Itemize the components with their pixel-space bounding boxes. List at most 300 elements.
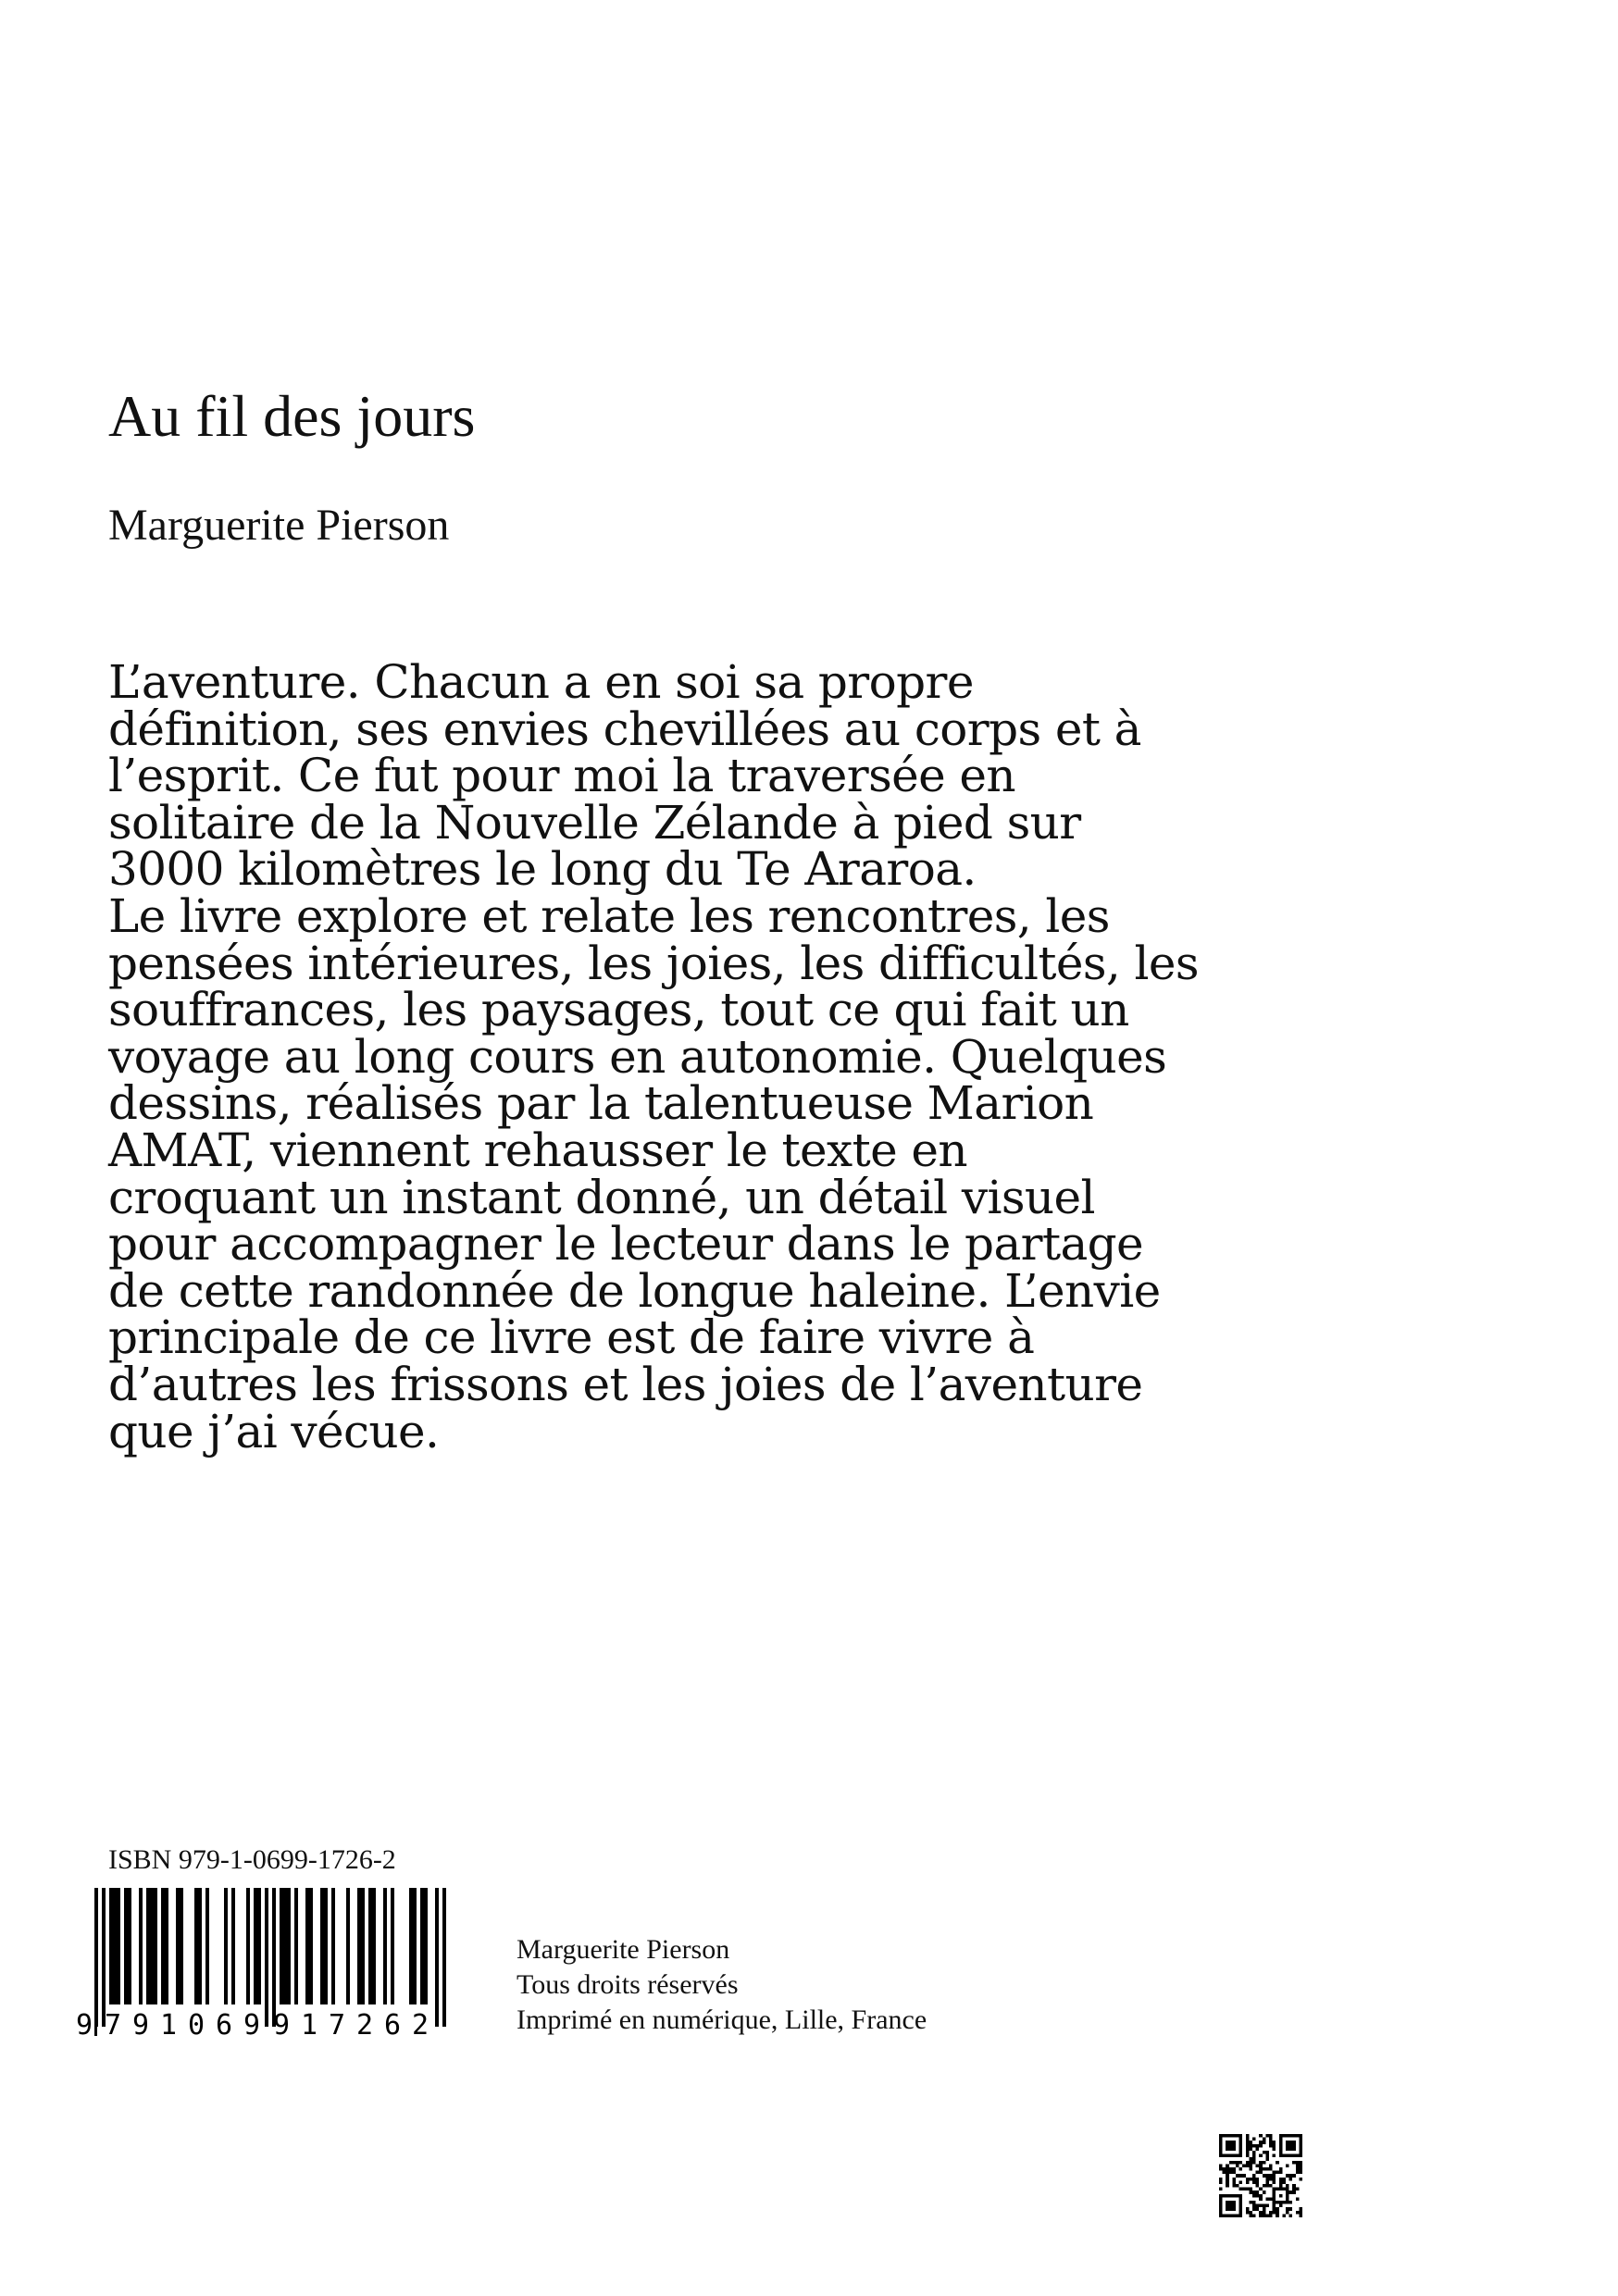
qr-module — [1223, 2214, 1226, 2217]
qr-module — [1279, 2188, 1283, 2191]
qr-module — [1232, 2178, 1236, 2181]
qr-module — [1292, 2191, 1296, 2194]
barcode-digit-prefix: 9 — [76, 2009, 93, 2036]
qr-module — [1256, 2144, 1260, 2148]
qr-module — [1286, 2207, 1289, 2211]
barcode-bar — [368, 1888, 372, 2004]
qr-module — [1289, 2174, 1293, 2178]
qr-module — [1236, 2184, 1239, 2188]
qr-module — [1256, 2204, 1260, 2208]
qr-module — [1263, 2174, 1266, 2178]
qr-module — [1292, 2184, 1296, 2188]
blurb-line: voyage au long cours en autonomie. Quelques — [108, 1029, 1167, 1084]
qr-module — [1239, 2204, 1243, 2208]
qr-module — [1249, 2201, 1252, 2204]
barcode-bar — [435, 1888, 439, 2027]
qr-module — [1252, 2157, 1256, 2161]
qr-module — [1242, 2164, 1246, 2167]
qr-module — [1246, 2134, 1250, 2138]
qr-module — [1279, 2171, 1283, 2175]
qr-module — [1263, 2184, 1266, 2188]
qr-module — [1296, 2161, 1300, 2165]
qr-module — [1229, 2201, 1233, 2204]
qr-module — [1219, 2214, 1223, 2217]
qr-module — [1236, 2174, 1239, 2178]
qr-module — [1256, 2194, 1260, 2198]
barcode-bar — [205, 1888, 209, 2004]
barcode-bar — [128, 1888, 131, 2004]
qr-module — [1256, 2171, 1260, 2175]
blurb-line: Le livre explore et relate les rencontres, les — [108, 888, 1110, 943]
qr-module — [1276, 2201, 1279, 2204]
blurb-line: dessins, réalisés par la talentueuse Marion — [108, 1076, 1094, 1131]
qr-module — [1263, 2204, 1266, 2208]
blurb-line: 3000 kilomètres le long du Te Araroa. — [108, 842, 977, 897]
qr-module — [1249, 2178, 1252, 2181]
qr-module — [1226, 2134, 1229, 2138]
qr-module — [1219, 2204, 1223, 2208]
book-title: Au fil des jours — [108, 383, 476, 449]
qr-module — [1286, 2194, 1289, 2198]
qr-module — [1279, 2154, 1283, 2158]
barcode-bar — [194, 1888, 198, 2004]
qr-module — [1286, 2201, 1289, 2204]
qr-module — [1263, 2211, 1266, 2215]
barcode-bar — [383, 1888, 387, 2004]
barcode-bar — [224, 1888, 228, 2004]
qr-module — [1269, 2211, 1273, 2215]
qr-module — [1273, 2147, 1276, 2151]
qr-module — [1269, 2164, 1273, 2167]
qr-module — [1286, 2154, 1289, 2158]
isbn-label: ISBN 979-1-0699-1726-2 — [108, 1844, 396, 1875]
qr-module — [1296, 2154, 1300, 2158]
qr-module — [1273, 2188, 1276, 2191]
qr-module — [1269, 2197, 1273, 2201]
qr-module — [1246, 2138, 1250, 2141]
qr-module — [1259, 2211, 1263, 2215]
qr-module — [1226, 2178, 1229, 2181]
blurb-line: que j’ai vécue. — [108, 1404, 440, 1458]
qr-module — [1252, 2138, 1256, 2141]
qr-module — [1296, 2134, 1300, 2138]
qr-module — [1279, 2138, 1283, 2141]
qr-module — [1246, 2151, 1250, 2154]
qr-module — [1289, 2178, 1293, 2181]
qr-module — [1296, 2164, 1300, 2167]
qr-module — [1239, 2197, 1243, 2201]
qr-module — [1239, 2207, 1243, 2211]
imprint-printing: Imprimé en numérique, Lille, France — [517, 2004, 927, 2035]
qr-module — [1299, 2161, 1302, 2165]
qr-module — [1286, 2147, 1289, 2151]
qr-module — [1249, 2211, 1252, 2215]
qr-module — [1259, 2204, 1263, 2208]
blurb-line: d’autres les frissons et les joies de l’aventure — [108, 1357, 1143, 1411]
qr-module — [1232, 2204, 1236, 2208]
qr-module — [1239, 2151, 1243, 2154]
barcode-bar — [165, 1888, 168, 2004]
qr-module — [1252, 2174, 1256, 2178]
qr-module — [1269, 2178, 1273, 2181]
qr-module — [1246, 2144, 1250, 2148]
barcode-bar — [413, 1888, 417, 2004]
qr-module — [1249, 2157, 1252, 2161]
barcode-bar — [150, 1888, 154, 2004]
qr-module — [1219, 2164, 1223, 2167]
qr-module — [1286, 2188, 1289, 2191]
barcode-bar — [265, 1888, 268, 2027]
qr-module — [1259, 2214, 1263, 2217]
qr-module — [1269, 2214, 1273, 2217]
qr-module — [1229, 2141, 1233, 2144]
qr-module — [1249, 2167, 1252, 2171]
qr-module — [1263, 2138, 1266, 2141]
qr-module — [1246, 2154, 1250, 2158]
qr-module — [1239, 2147, 1243, 2151]
qr-module — [1226, 2214, 1229, 2217]
qr-module — [1219, 2194, 1223, 2198]
qr-module — [1249, 2164, 1252, 2167]
qr-module — [1236, 2134, 1239, 2138]
qr-module — [1229, 2134, 1233, 2138]
qr-module — [1279, 2144, 1283, 2148]
qr-module — [1273, 2174, 1276, 2178]
qr-module — [1226, 2147, 1229, 2151]
barcode-bar — [139, 1888, 143, 2004]
qr-module — [1232, 2144, 1236, 2148]
qr-module — [1259, 2171, 1263, 2175]
qr-module — [1223, 2194, 1226, 2198]
qr-module — [1282, 2178, 1286, 2181]
qr-module — [1273, 2211, 1276, 2215]
qr-module — [1276, 2161, 1279, 2165]
qr-module — [1239, 2161, 1243, 2165]
qr-module — [1289, 2141, 1293, 2144]
barcode-bar — [287, 1888, 291, 2004]
qr-module — [1269, 2141, 1273, 2144]
qr-module — [1232, 2141, 1236, 2144]
qr-module — [1292, 2154, 1296, 2158]
qr-module — [1265, 2134, 1269, 2138]
qr-module — [1219, 2197, 1223, 2201]
barcode-bar — [409, 1888, 413, 2004]
imprint-block — [517, 1932, 927, 2038]
barcode-bar — [161, 1888, 165, 2004]
qr-module — [1292, 2144, 1296, 2148]
qr-module — [1286, 2164, 1289, 2167]
qr-module — [1252, 2178, 1256, 2181]
qr-module — [1239, 2144, 1243, 2148]
qr-module — [1252, 2180, 1256, 2184]
qr-module — [1223, 2154, 1226, 2158]
qr-module — [1265, 2178, 1269, 2181]
qr-module — [1226, 2154, 1229, 2158]
barcode-bar — [305, 1888, 309, 2004]
qr-module — [1282, 2201, 1286, 2204]
qr-module — [1226, 2164, 1229, 2167]
blurb-line: l’esprit. Ce fut pour moi la traversée en — [108, 749, 1016, 803]
qr-module — [1236, 2214, 1239, 2217]
blurb-line: souffrances, les paysages, tout ce qui fait un — [108, 983, 1129, 1037]
qr-module — [1299, 2134, 1302, 2138]
qr-module — [1229, 2194, 1233, 2198]
qr-module — [1259, 2134, 1263, 2138]
qr-module — [1232, 2180, 1236, 2184]
qr-module — [1219, 2147, 1223, 2151]
barcode-digits-right: 917262 — [273, 2009, 429, 2036]
qr-module — [1226, 2184, 1229, 2188]
blurb-line: définition, ses envies chevillées au corps et à — [108, 701, 1141, 756]
qr-module — [1292, 2188, 1296, 2191]
qr-module — [1219, 2178, 1223, 2181]
qr-module — [1263, 2207, 1266, 2211]
qr-module — [1229, 2214, 1233, 2217]
qr-module — [1239, 2174, 1243, 2178]
qr-module — [1229, 2154, 1233, 2158]
qr-module — [1279, 2204, 1283, 2208]
qr-module — [1256, 2178, 1260, 2181]
qr-module — [1229, 2144, 1233, 2148]
qr-module — [1232, 2167, 1236, 2171]
barcode-bar — [346, 1888, 350, 2004]
qr-module — [1256, 2147, 1260, 2151]
qr-module — [1256, 2180, 1260, 2184]
qr-module — [1279, 2141, 1283, 2144]
qr-module — [1299, 2151, 1302, 2154]
qr-module — [1273, 2201, 1276, 2204]
qr-module — [1236, 2154, 1239, 2158]
barcode-bar — [102, 1888, 106, 2027]
qr-module — [1252, 2207, 1256, 2211]
qr-module — [1282, 2180, 1286, 2184]
qr-module — [1252, 2214, 1256, 2217]
qr-module — [1299, 2141, 1302, 2144]
qr-module — [1292, 2147, 1296, 2151]
qr-module — [1232, 2214, 1236, 2217]
qr-module — [1299, 2167, 1302, 2171]
qr-module — [1289, 2191, 1293, 2194]
qr-module — [1232, 2184, 1236, 2188]
qr-module — [1219, 2138, 1223, 2141]
qr-module — [1219, 2167, 1223, 2171]
qr-module — [1279, 2134, 1283, 2138]
qr-module — [1232, 2171, 1236, 2175]
qr-module — [1229, 2171, 1233, 2175]
qr-module — [1229, 2167, 1233, 2171]
qr-module — [1289, 2207, 1293, 2211]
blurb-line: pensées intérieures, les joies, les difficultés, les — [108, 936, 1199, 990]
qr-module — [1273, 2154, 1276, 2158]
qr-module — [1276, 2211, 1279, 2215]
barcode-bar — [391, 1888, 394, 2004]
qr-module — [1223, 2171, 1226, 2175]
qr-module — [1246, 2211, 1250, 2215]
qr-module — [1282, 2154, 1286, 2158]
qr-module — [1219, 2207, 1223, 2211]
qr-module — [1226, 2194, 1229, 2198]
qr-module — [1296, 2188, 1300, 2191]
barcode-digits-left: 791069 — [105, 2009, 260, 2036]
imprint-author: Marguerite Pierson — [517, 1934, 730, 1965]
qr-module — [1299, 2178, 1302, 2181]
qr-module — [1249, 2147, 1252, 2151]
qr-module — [1229, 2204, 1233, 2208]
qr-module — [1219, 2211, 1223, 2215]
barcode-bar — [176, 1888, 180, 2004]
qr-module — [1263, 2161, 1266, 2165]
qr-module — [1239, 2138, 1243, 2141]
qr-module — [1276, 2171, 1279, 2175]
qr-module — [1299, 2144, 1302, 2148]
qr-module — [1252, 2201, 1256, 2204]
barcode-bar — [283, 1888, 287, 2004]
qr-module — [1226, 2207, 1229, 2211]
qr-module — [1259, 2167, 1263, 2171]
qr-module — [1219, 2180, 1223, 2184]
qr-module — [1273, 2207, 1276, 2211]
qr-module — [1292, 2174, 1296, 2178]
barcode-bar — [109, 1888, 113, 2004]
qr-module — [1286, 2184, 1289, 2188]
barcode-bar — [113, 1888, 117, 2004]
qr-module — [1223, 2134, 1226, 2138]
qr-module — [1259, 2197, 1263, 2201]
qr-module — [1232, 2207, 1236, 2211]
qr-module — [1263, 2151, 1266, 2154]
barcode-bar — [146, 1888, 150, 2004]
qr-module — [1249, 2191, 1252, 2194]
qr-module — [1269, 2134, 1273, 2138]
qr-module — [1265, 2197, 1269, 2201]
barcode-bar — [180, 1888, 183, 2004]
qr-module — [1289, 2214, 1293, 2217]
blurb-line: L’aventure. Chacun a en soi sa propre — [108, 655, 974, 709]
qr-module — [1299, 2138, 1302, 2141]
barcode-bar — [294, 1888, 298, 2004]
qr-module — [1276, 2188, 1279, 2191]
qr-module — [1282, 2214, 1286, 2217]
qr-module — [1223, 2167, 1226, 2171]
qr-module — [1256, 2164, 1260, 2167]
barcode-bar — [246, 1888, 250, 2004]
isbn-barcode — [74, 1888, 461, 2036]
qr-module — [1259, 2188, 1263, 2191]
qr-module — [1232, 2154, 1236, 2158]
qr-module — [1242, 2174, 1246, 2178]
qr-module — [1299, 2147, 1302, 2151]
qr-module — [1269, 2167, 1273, 2171]
qr-module — [1242, 2188, 1246, 2191]
qr-module — [1292, 2134, 1296, 2138]
qr-module — [1286, 2197, 1289, 2201]
qr-module — [1289, 2144, 1293, 2148]
qr-module — [1249, 2214, 1252, 2217]
qr-module — [1259, 2141, 1263, 2144]
qr-module — [1236, 2161, 1239, 2165]
qr-module — [1269, 2138, 1273, 2141]
blurb-line: de cette randonnée de longue haleine. L’envie — [108, 1263, 1161, 1318]
qr-module — [1286, 2141, 1289, 2144]
qr-module — [1239, 2167, 1243, 2171]
qr-module — [1226, 2167, 1229, 2171]
blurb-line: principale de ce livre est de faire vivre à — [108, 1310, 1035, 1365]
qr-module — [1265, 2180, 1269, 2184]
qr-module — [1252, 2204, 1256, 2208]
barcode-bar — [154, 1888, 157, 2004]
qr-module — [1239, 2180, 1243, 2184]
qr-module — [1236, 2194, 1239, 2198]
qr-module — [1252, 2154, 1256, 2158]
qr-module — [1289, 2201, 1293, 2204]
qr-module — [1239, 2211, 1243, 2215]
barcode-bar — [117, 1888, 120, 2004]
qr-module — [1246, 2178, 1250, 2181]
imprint-rights: Tous droits réservés — [517, 1969, 739, 2000]
qr-module — [1273, 2144, 1276, 2148]
qr-module — [1259, 2144, 1263, 2148]
qr-module — [1273, 2180, 1276, 2184]
qr-module — [1256, 2184, 1260, 2188]
qr-module — [1249, 2141, 1252, 2144]
qr-module — [1276, 2207, 1279, 2211]
qr-module — [1265, 2204, 1269, 2208]
qr-module — [1265, 2167, 1269, 2171]
qr-module — [1252, 2191, 1256, 2194]
qr-module — [1286, 2211, 1289, 2215]
qr-module — [1286, 2174, 1289, 2178]
qr-module — [1239, 2141, 1243, 2144]
qr-module — [1229, 2207, 1233, 2211]
barcode-bar — [257, 1888, 261, 2004]
qr-module — [1299, 2154, 1302, 2158]
qr-module — [1249, 2144, 1252, 2148]
qr-module — [1226, 2144, 1229, 2148]
qr-module — [1273, 2141, 1276, 2144]
qr-module — [1219, 2151, 1223, 2154]
qr-module — [1263, 2141, 1266, 2144]
qr-module — [1286, 2144, 1289, 2148]
qr-module — [1282, 2134, 1286, 2138]
qr-module — [1279, 2180, 1283, 2184]
barcode-bar — [198, 1888, 202, 2004]
barcode-bar — [420, 1888, 424, 2004]
qr-module — [1246, 2207, 1250, 2211]
barcode-bar — [361, 1888, 365, 2004]
qr-module — [1289, 2154, 1293, 2158]
barcode-bar — [124, 1888, 128, 2004]
qr-module — [1246, 2141, 1250, 2144]
barcode-bar — [309, 1888, 313, 2004]
qr-module — [1269, 2184, 1273, 2188]
qr-module — [1246, 2164, 1250, 2167]
barcode-bar — [254, 1888, 257, 2004]
qr-module — [1299, 2207, 1302, 2211]
qr-module — [1229, 2147, 1233, 2151]
qr-module — [1236, 2164, 1239, 2167]
qr-module — [1219, 2141, 1223, 2144]
blurb-line: solitaire de la Nouvelle Zélande à pied sur — [108, 795, 1081, 850]
qr-module — [1279, 2151, 1283, 2154]
barcode-bar — [357, 1888, 361, 2004]
barcode-bar — [442, 1888, 446, 2027]
qr-module — [1296, 2171, 1300, 2175]
qr-module — [1249, 2188, 1252, 2191]
qr-module — [1296, 2167, 1300, 2171]
barcode-bar — [331, 1888, 335, 2004]
qr-module — [1219, 2134, 1223, 2138]
qr-module — [1273, 2204, 1276, 2208]
